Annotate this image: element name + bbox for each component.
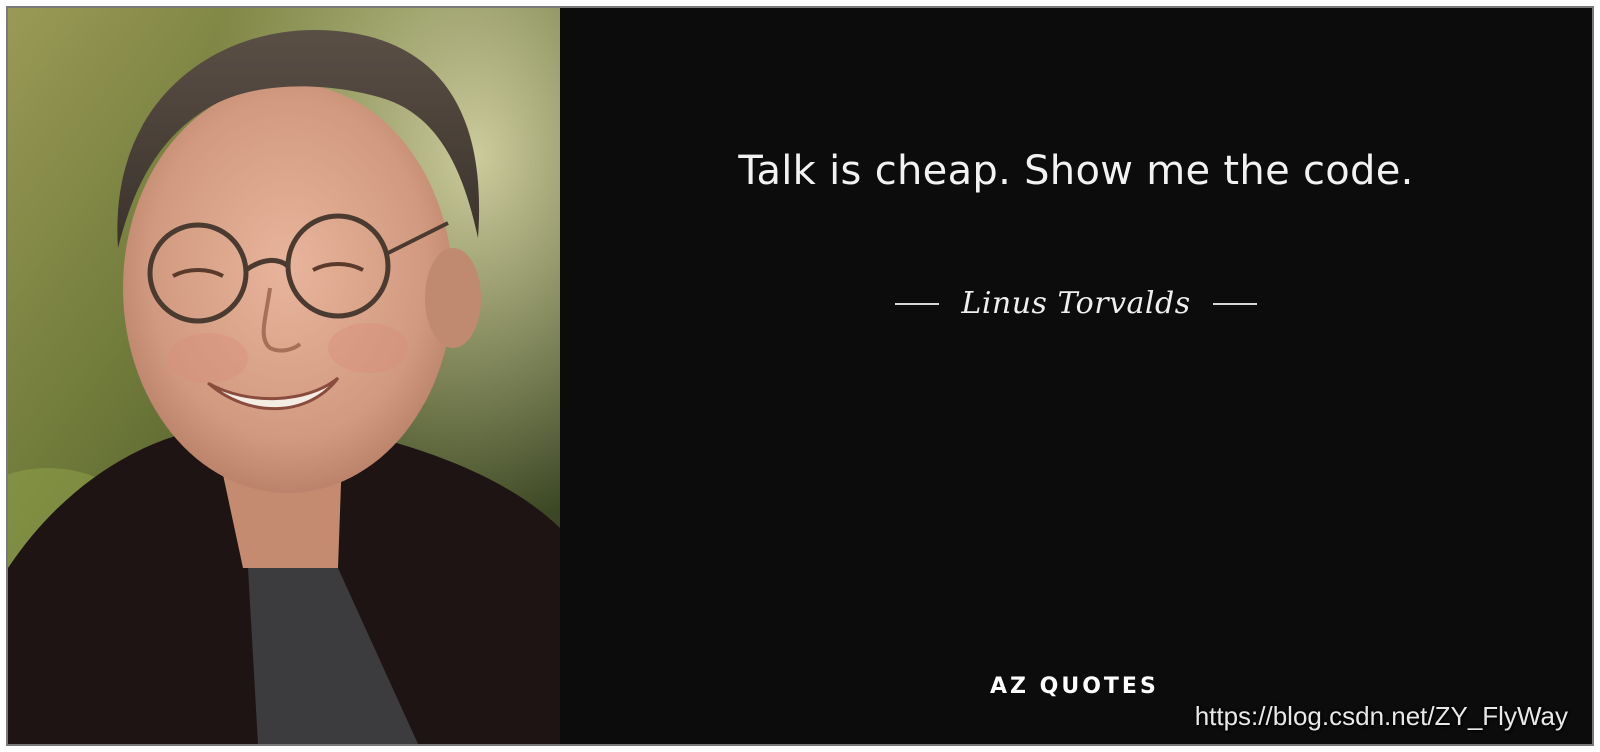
quote-text: Talk is cheap. Show me the code.: [738, 148, 1414, 194]
right-dash: [1213, 303, 1257, 305]
left-dash: [895, 303, 939, 305]
quote-card: [6, 6, 1594, 746]
portrait-photo: [8, 8, 560, 744]
quote-panel: [560, 8, 1592, 744]
quote-author: Linus Torvalds: [961, 286, 1191, 321]
watermark-url: https://blog.csdn.net/ZY_FlyWay: [1194, 701, 1568, 731]
author-line: [560, 286, 1592, 321]
portrait-illustration: [8, 8, 560, 744]
azquotes-logo: AZ QUOTES: [990, 674, 1159, 699]
